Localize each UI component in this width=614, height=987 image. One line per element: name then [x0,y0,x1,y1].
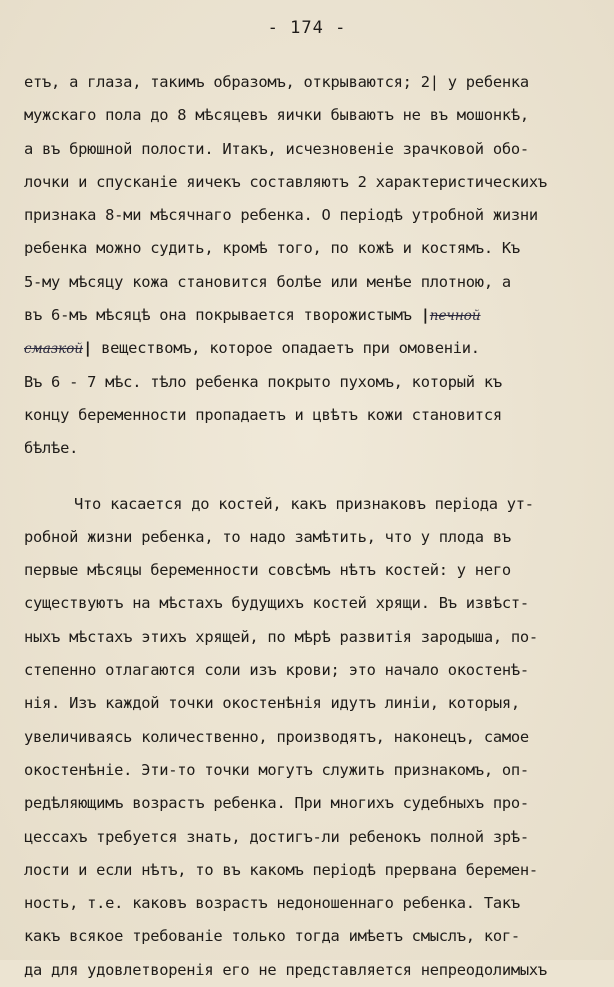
text-line: бѣлѣе. [24,439,79,458]
text-line: цессахъ требуется знать, достигъ-ли ребенокъ полной зрѣ- [24,827,529,846]
insertion-bar: | [83,339,93,358]
text-line: 5-му мѣсяцу кожа становится болѣе или менѣе плотною, а [24,272,511,291]
text-line: первые мѣсяцы беременности совсѣмъ нѣтъ костей: у него [24,561,511,580]
text-line: существуютъ на мѣстахъ будущихъ костей хрящи. Въ извѣст- [24,594,529,613]
text-line: да для удовлетворенія его не представляется непреодолимыхъ [24,960,547,979]
text-line: ныхъ мѣстахъ этихъ хрящей, по мѣрѣ развитія зародыша, по- [24,627,538,646]
text-line: робной жизни ребенка, то надо замѣтить, что у плода въ [24,527,511,546]
text-segment: въ 6-мъ мѣсяцѣ она покрывается творожистымъ [24,306,412,325]
handwritten-insertion: печной [429,308,481,325]
page-number: - 174 - [267,18,347,38]
text-line: редѣляющимъ возрастъ ребенка. При многихъ судебныхъ про- [24,794,529,813]
body-text [24,66,600,987]
text-line: Что касается до костей, какъ признаковъ періода ут- [74,494,534,513]
text-line: концу беременности пропадаетъ и цвѣтъ кожи становится [24,405,502,424]
text-line: ребенка можно судить, кромѣ того, по кожѣ и костямъ. Къ [24,239,520,258]
text-segment: веществомъ, которое опадаетъ при омовеніи. [101,339,480,358]
text-line: ность, т.е. каковъ возрастъ недоношеннаго ребенка. Такъ [24,894,520,913]
text-line: мужскаго пола до 8 мѣсяцевъ яички бываютъ не въ мошонкѣ, [24,106,529,125]
handwritten-insertion: смазкой [24,341,84,358]
text-line: лочки и спусканіе яичекъ составляютъ 2 характеристическихъ [24,172,547,191]
text-line-with-handwriting [24,299,600,332]
text-line: признака 8-ми мѣсячнаго ребенка. О періодѣ утробной жизни [24,206,538,225]
text-line: окостенѣніе. Эти-то точки могутъ служить признакомъ, оп- [24,760,529,779]
text-line: а въ брюшной полости. Итакъ, исчезновеніе зрачковой обо- [24,139,529,158]
text-line: Въ 6 - 7 мѣс. тѣло ребенка покрыто пухомъ, который къ [24,372,502,391]
insertion-bar: | [420,306,430,325]
text-line: какъ всякое требованіе только тогда имѣетъ смыслъ, ког- [24,927,520,946]
text-line: етъ, а глаза, такимъ образомъ, открываются; 2| у ребенка [24,73,529,91]
paragraph-gap [24,466,600,488]
text-line: степенно отлагаются соли изъ крови; это начало окостенѣ- [24,661,529,680]
text-line: нія. Изъ каждой точки окостенѣнія идутъ линіи, которыя, [24,694,520,713]
text-line: лости и если нѣтъ, то въ какомъ періодѣ прервана беремен- [24,860,538,879]
text-line-with-handwriting [24,332,600,365]
text-line: увеличиваясь количественно, производятъ, наконецъ, самое [24,727,529,746]
